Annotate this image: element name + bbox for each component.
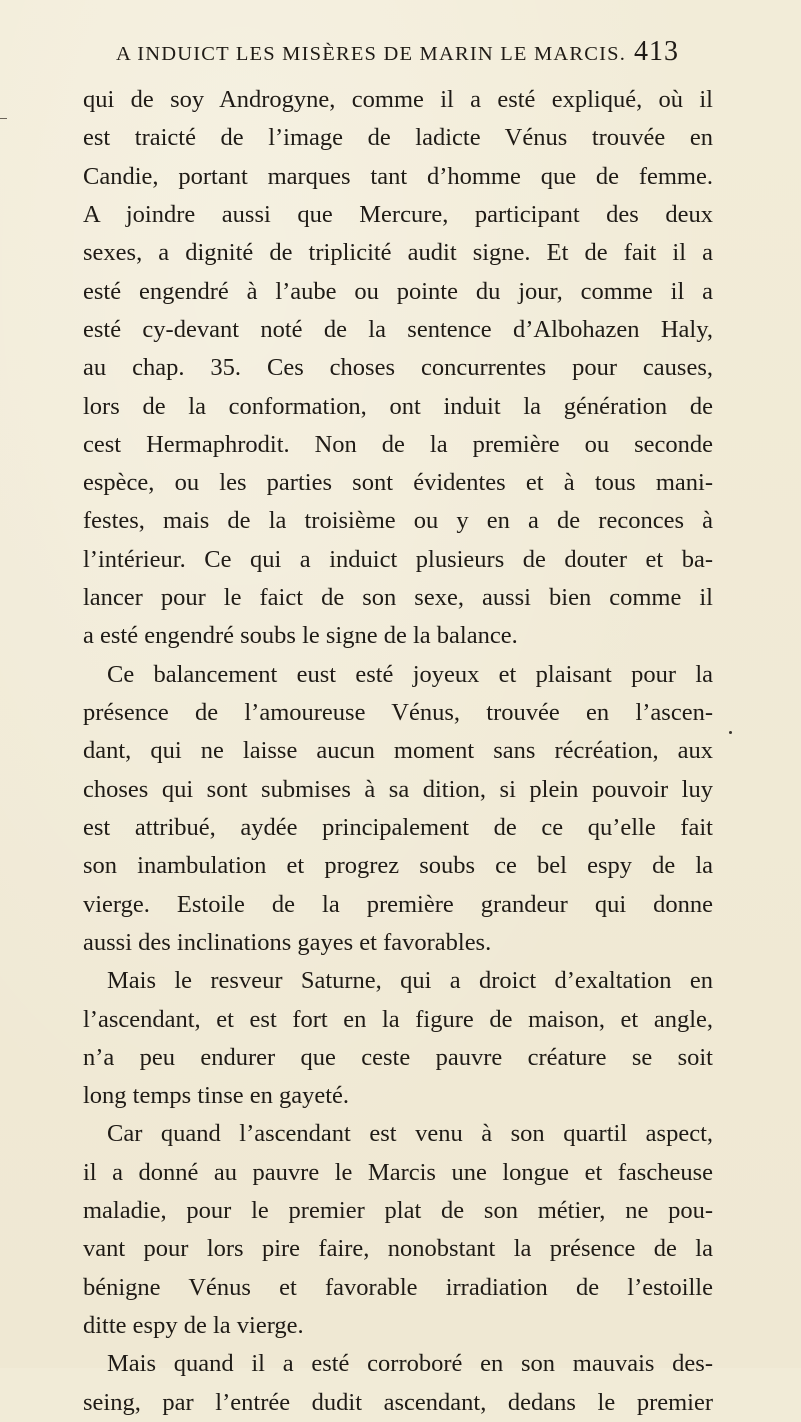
text-line: est traicté de l’image de ladicte Vénus trouvée en	[83, 124, 713, 152]
text-line: vant pour lors pire faire, nonobstant la présence de la	[83, 1235, 713, 1263]
text-line: esté cy-devant noté de la sentence d’Albohazen Haly,	[83, 315, 713, 343]
text-line: Car quand l’ascendant est venu à son quartil aspect,	[107, 1120, 713, 1148]
text-line: son inambulation et progrez soubs ce bel espy de la	[83, 852, 713, 880]
text-line: sexes, a dignité de triplicité audit signe. Et de fait il a	[83, 239, 713, 267]
text-line: dant, qui ne laisse aucun moment sans récréation, aux	[83, 737, 713, 765]
text-line: il a donné au pauvre le Marcis une longue et fascheuse	[83, 1158, 713, 1186]
text-line: qui de soy Androgyne, comme il a esté expliqué, où il	[83, 86, 713, 113]
page-number: 413	[634, 36, 679, 67]
text-line: est attribué, aydée principalement de ce qu’elle fait	[83, 813, 713, 841]
margin-dot-mark	[729, 731, 732, 734]
text-line: A joindre aussi que Mercure, participant des deux	[83, 200, 713, 228]
running-title: A INDUICT LES MISÈRES DE MARIN LE MARCIS.	[116, 43, 627, 65]
text-line: ditte espy de la vierge.	[83, 1312, 304, 1339]
text-line: aussi des inclinations gayes et favorables.	[83, 928, 492, 956]
text-line: choses qui sont submises à sa dition, si plein pouvoir luy	[83, 775, 713, 803]
text-line: seing, par l’entrée dudit ascendant, dedans le premier	[83, 1388, 713, 1416]
text-line: long temps tinse en gayeté.	[83, 1082, 350, 1110]
text-line: a esté engendré soubs le signe de la balance.	[83, 622, 518, 650]
text-line: lancer pour le faict de son sexe, aussi bien comme il	[83, 584, 713, 612]
text-line: au chap. 35. Ces choses concurrentes pour causes,	[83, 354, 713, 382]
text-line: présence de l’amoureuse Vénus, trouvée en l’ascen-	[83, 699, 713, 726]
text-line: l’ascendant, et est fort en la figure de maison, et angle,	[83, 1005, 713, 1033]
text-line: maladie, pour le premier plat de son métier, ne pou-	[83, 1197, 713, 1225]
margin-dash-mark	[0, 118, 7, 119]
text-line: cest Hermaphrodit. Non de la première ou seconde	[83, 430, 713, 458]
text-line: Ce balancement eust esté joyeux et plaisant pour la	[107, 660, 713, 688]
text-line: Candie, portant marques tant d’homme que de femme.	[83, 162, 713, 190]
body-text	[83, 81, 713, 1422]
text-line: espèce, ou les parties sont évidentes et à tous mani-	[83, 469, 713, 497]
text-line: lors de la conformation, ont induit la génération de	[83, 392, 713, 420]
text-line: bénigne Vénus et favorable irradiation de l’estoille	[83, 1273, 713, 1301]
text-line: vierge. Estoile de la première grandeur qui donne	[83, 890, 713, 918]
text-line: festes, mais de la troisième ou y en a de reconces à	[83, 507, 713, 535]
text-line: Mais quand il a esté corroboré en son mauvais des-	[107, 1350, 713, 1378]
text-line: esté engendré à l’aube ou pointe du jour, comme il a	[83, 277, 713, 305]
text-line: Mais le resveur Saturne, qui a droict d’exaltation en	[107, 967, 713, 995]
running-header	[0, 34, 801, 74]
text-line: l’intérieur. Ce qui a induict plusieurs de douter et ba-	[83, 545, 713, 573]
text-line: n’a peu endurer que ceste pauvre créature se soit	[83, 1043, 713, 1071]
